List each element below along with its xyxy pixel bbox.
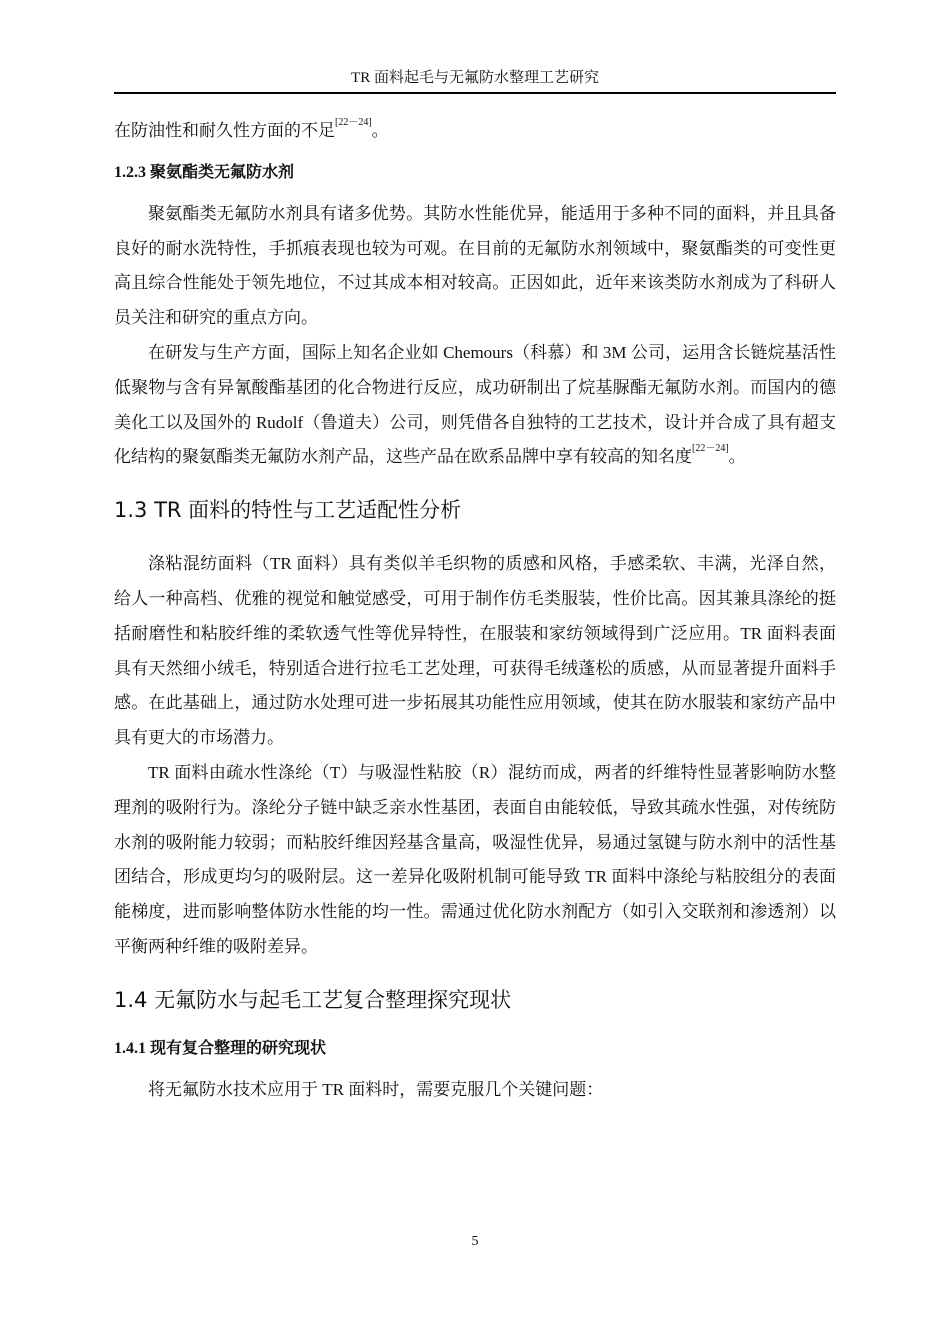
citation: [22－24] <box>692 443 729 455</box>
page-number: 5 <box>471 1234 479 1249</box>
paragraph-tr-adsorption: TR 面料由疏水性涤纶（T）与吸湿性粘胶（R）混纺而成，两者的纤维特性显著影响防水整理剂的吸附行为。涤纶分子链中缺乏亲水性基团，表面自由能较低，导致其疏水性强，对传统防水剂的吸附能力较弱；而粘胶纤维因羟基含量高，吸湿性优异，易通过氢键与防水剂中的活性基团结合，形成更均匀的吸附层。这一差异化吸附机制可能导致 TR 面料中涤纶与粘胶组分的表面能梯度，进而影响整体防水性能的均一性。需通过优化防水剂配方（如引入交联剂和渗透剂）以平衡两种纤维的吸附差异。 <box>114 762 836 956</box>
pu-industry-text: 在研发与生产方面，国际上知名企业如 Chemours（科慕）和 3M 公司，运用含长链烷基活性低聚物与含有异氰酸酯基团的化合物进行反应，成功研制出了烷基脲酯无氟防水剂。而国内的德美化工以及国外的 Rudolf（鲁道夫）公司，则凭借各自独特的工艺技术，设计并合成了具有超支化结构的聚氨酯类无氟防水剂产品，这些产品在欧系品牌中享有较高的知名度 <box>114 342 836 467</box>
intro-end: 。 <box>371 121 389 140</box>
header-rule <box>114 92 836 94</box>
intro-paragraph <box>114 114 836 149</box>
intro-text: 在防油性和耐久性方面的不足 <box>114 121 335 140</box>
section-heading-1-3: 1.3 TR 面料的特性与工艺适配性分析 <box>114 498 462 523</box>
section-heading-1-2-3: 1.2.3 聚氨酯类无氟防水剂 <box>114 163 295 181</box>
paragraph-tr-properties: 涤粘混纺面料（TR 面料）具有类似羊毛织物的质感和风格，手感柔软、丰满，光泽自然，给人一种高档、优雅的视觉和触觉感受，可用于制作仿毛类服装，性价比高。因其兼具涤纶的挺括耐磨性和粘胶纤维的柔软透气性等优异特性，在服装和家纺领域得到广泛应用。TR 面料表面具有天然细小绒毛，特别适合进行拉毛工艺处理，可获得毛绒蓬松的质感，从而显著提升面料手感。在此基础上，通过防水处理可进一步拓展其功能性应用领域，使其在防水服装和家纺产品中具有更大的市场潜力。 <box>114 554 836 748</box>
paragraph-pu-industry <box>114 336 836 475</box>
citation: [22－24] <box>335 117 372 128</box>
section-heading-1-4-1: 1.4.1 现有复合整理的研究现状 <box>114 1039 327 1057</box>
section-heading-1-4: 1.4 无氟防水与起毛工艺复合整理探究现状 <box>114 987 512 1012</box>
page-body <box>114 114 836 1108</box>
paragraph-pu-advantages: 聚氨酯类无氟防水剂具有诸多优势。其防水性能优异，能适用于多种不同的面料，并且具备良好的耐水洗特性，手抓痕表现也较为可观。在目前的无氟防水剂领域中，聚氨酯类的可变性更高且综合性能处于领先地位，不过其成本相对较高。正因如此，近年来该类防水剂成为了科研人员关注和研究的重点方向。 <box>114 203 836 328</box>
running-header: TR 面料起毛与无氟防水整理工艺研究 <box>351 70 599 86</box>
pu-industry-end: 。 <box>728 447 746 467</box>
paragraph-key-problems: 将无氟防水技术应用于 TR 面料时，需要克服几个关键问题： <box>148 1079 604 1099</box>
